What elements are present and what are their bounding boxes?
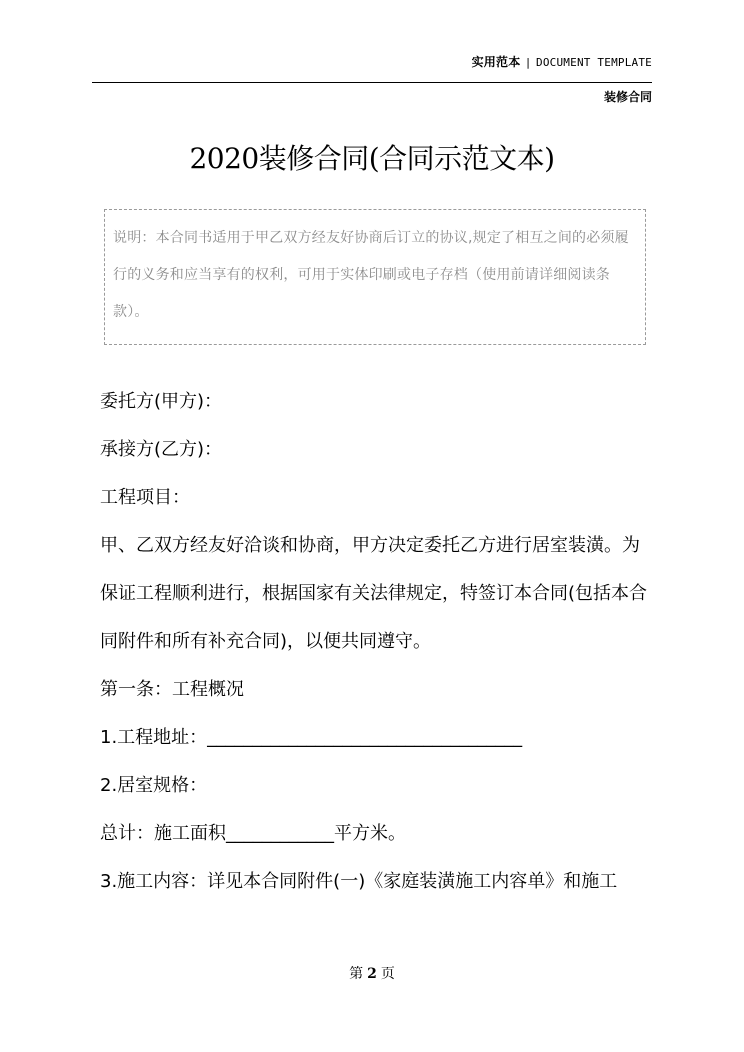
preamble-paragraph: 甲、乙双方经友好洽谈和协商，甲方决定委托乙方进行居室装潢。为保证工程顺利进行，根据国家有关法律规定，特签订本合同(包括本合同附件和所有补充合同)，以便共同遵守。	[100, 535, 648, 652]
page-number-footer	[0, 963, 744, 983]
header-doc-type: 装修合同	[603, 90, 652, 104]
page-suffix: 页	[380, 966, 395, 982]
description-note-text: 说明：本合同书适用于甲乙双方经友好协商后订立的协议,规定了相互之间的必须履行的义务和应当享有的权利，可用于实体印刷或电子存档（使用前请详细阅读条款）。	[113, 230, 629, 320]
party-b-line: 承接方(乙方)：	[100, 439, 223, 460]
page-number: 2	[367, 966, 377, 982]
header-category-label: 实用范本	[471, 55, 521, 69]
description-note-box	[104, 209, 646, 345]
construction-content-line: 3.施工内容：详见本合同附件(一)《家庭装潢施工内容单》和施工	[100, 871, 618, 892]
header-category	[472, 53, 652, 70]
page-prefix: 第	[349, 966, 364, 982]
total-area-line: 总计：施工面积____________平方米。	[100, 823, 406, 844]
contract-body	[100, 378, 652, 906]
project-address-line: 1.工程地址：___________________________________	[100, 727, 523, 748]
header-separator: |	[524, 56, 532, 69]
article-one-heading: 第一条：工程概况	[100, 679, 244, 700]
room-spec-line: 2.居室规格：	[100, 775, 208, 796]
header-divider	[92, 82, 652, 83]
header-template-label: DOCUMENT TEMPLATE	[536, 56, 652, 69]
party-a-line: 委托方(甲方)：	[100, 391, 223, 412]
project-line: 工程项目：	[100, 487, 190, 508]
document-title: 2020装修合同(合同示范文本)	[189, 142, 555, 175]
